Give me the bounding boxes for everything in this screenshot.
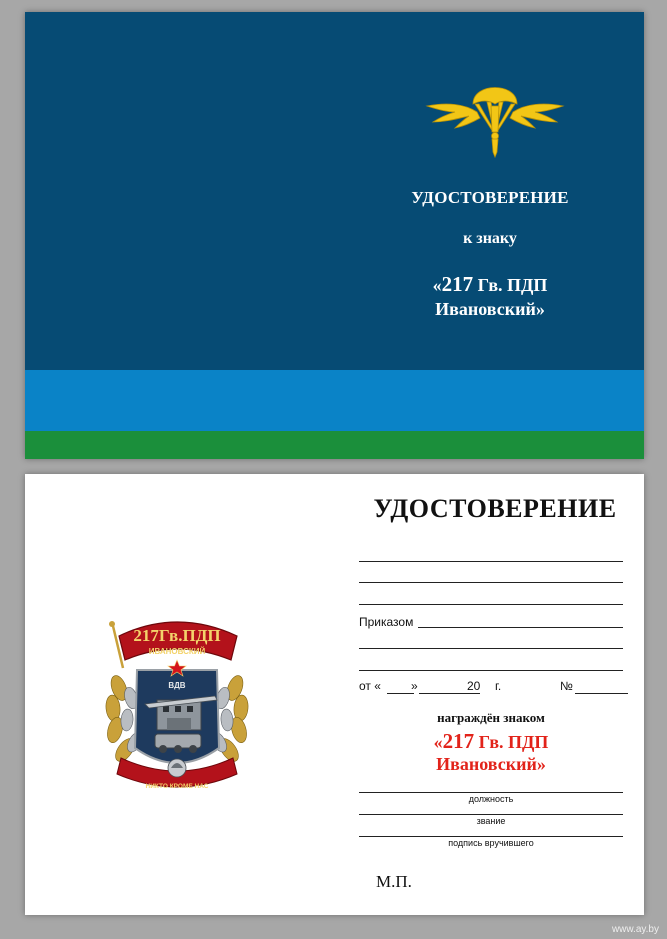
date-year: 20 [467,679,481,693]
cover-sky-band [25,370,644,431]
badge-image [97,608,257,808]
date-day-field[interactable] [387,679,414,694]
cover-badge-name [385,272,595,321]
position-line[interactable] [359,792,623,793]
cover-badge-line2: Ивановский» [435,299,545,319]
cover-badge-open-quote: « [432,275,442,295]
badge-center-label: ВДВ [168,681,186,690]
award-line2: Ивановский» [436,754,546,774]
number-field[interactable] [575,679,628,694]
cover-page [25,12,644,459]
cover-subtitle: к знаку [463,230,517,247]
rank-caption: звание [476,816,506,826]
award-line1: Гв. ПДП [474,732,549,752]
date-row [359,679,623,695]
fill-line-name-2[interactable] [359,582,623,583]
awarded-label: награждён знаком [437,710,545,725]
order-fill-line[interactable] [418,627,623,628]
fill-line-name-3[interactable] [359,604,623,605]
award-badge-name [359,730,623,775]
signature-caption: подпись вручившего [448,838,534,848]
badge-banner-name: ИВАНОВСКИЙ [148,647,206,656]
date-suffix: г. [495,679,502,693]
inner-page [25,474,644,915]
fill-line-order-3[interactable] [359,670,623,671]
cover-green-band [25,431,644,459]
cover-badge-line1: Гв. ПДП [473,275,548,295]
rank-line[interactable] [359,814,623,815]
award-open-quote: « [433,732,443,752]
fill-line-order-2[interactable] [359,648,623,649]
cover-title: УДОСТОВЕРЕНИЕ [411,188,569,207]
number-label: № [560,679,573,693]
position-caption: должность [468,794,514,804]
date-prefix: от « [359,679,381,693]
award-number: 217 [442,729,475,753]
badge-motto: НИКТО КРОМЕ НАС [145,783,209,790]
stamp-place-label: М.П. [376,872,412,891]
fill-line-name-1[interactable] [359,561,623,562]
airborne-emblem-icon [425,60,565,160]
inner-title: УДОСТОВЕРЕНИЕ [373,494,617,523]
order-label: Приказом [359,615,414,629]
date-mid: » [411,679,418,693]
signature-line[interactable] [359,836,623,837]
watermark: www.ay.by [611,924,659,935]
badge-banner-number: 217Гв.ПДП [133,626,221,645]
cover-badge-number: 217 [441,272,474,296]
